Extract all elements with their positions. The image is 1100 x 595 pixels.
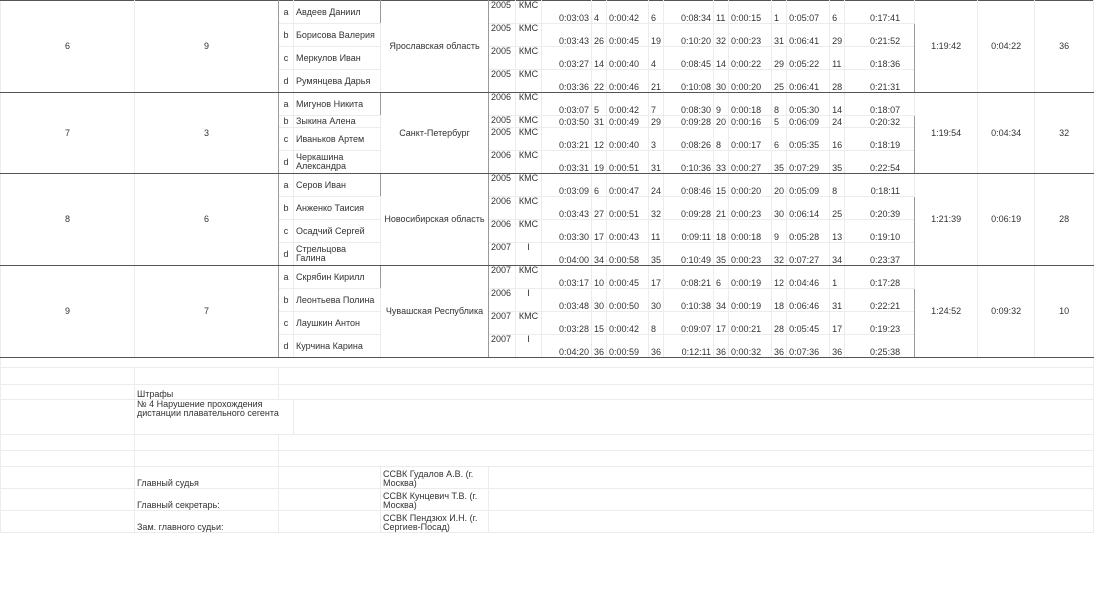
athlete-letter: a [279, 174, 294, 197]
swim-time: 0:03:27 [542, 47, 592, 70]
athlete-letter: a [279, 266, 294, 289]
run-place: 24 [830, 116, 845, 128]
t1-place: 11 [649, 220, 664, 243]
bike-place: 35 [714, 243, 729, 266]
bike-time: 0:08:30 [664, 93, 714, 116]
athlete-letter: c [279, 128, 294, 151]
athlete-total: 0:18:36 [845, 47, 915, 70]
swim-place: 36 [592, 335, 607, 358]
run-time: 0:04:46 [787, 266, 830, 289]
team-points: 32 [1035, 93, 1094, 174]
swim-place: 5 [592, 93, 607, 116]
athlete-name: Меркулов Иван [294, 47, 381, 70]
run-time: 0:06:41 [787, 24, 830, 47]
swim-time: 0:04:20 [542, 335, 592, 358]
athlete-rank: КМС [516, 47, 542, 70]
team-number: 9 [135, 1, 279, 93]
athlete-rank: КМС [516, 70, 542, 93]
run-place: 34 [830, 243, 845, 266]
run-time: 0:06:14 [787, 197, 830, 220]
t2-time: 0:00:32 [729, 335, 772, 358]
team-region: Санкт-Петербург [381, 93, 489, 174]
athlete-letter: b [279, 24, 294, 47]
athlete-rank: I [516, 243, 542, 266]
bike-time: 0:09:28 [664, 116, 714, 128]
t1-time: 0:00:42 [607, 93, 649, 116]
t1-time: 0:00:49 [607, 116, 649, 128]
t1-time: 0:00:58 [607, 243, 649, 266]
athlete-year: 2007 [489, 266, 516, 289]
t1-place: 31 [649, 151, 664, 174]
team-time-gap: 0:09:32 [978, 266, 1035, 358]
team-region: Ярославская область [381, 1, 489, 93]
t2-time: 0:00:19 [729, 266, 772, 289]
t1-time: 0:00:43 [607, 220, 649, 243]
athlete-year: 2005 [489, 70, 516, 93]
athlete-row [1, 93, 1094, 116]
athlete-total: 0:18:07 [845, 93, 915, 116]
bike-place: 15 [714, 174, 729, 197]
team-total-time: 1:19:54 [915, 93, 978, 174]
t2-place: 31 [772, 24, 787, 47]
athlete-rank: КМС [516, 197, 542, 220]
team-region: Чувашская Республика [381, 266, 489, 358]
team-points: 10 [1035, 266, 1094, 358]
team-total-time: 1:21:39 [915, 174, 978, 266]
t2-place: 29 [772, 47, 787, 70]
athlete-rank: КМС [516, 174, 542, 197]
athlete-rank: КМС [516, 93, 542, 116]
team-total-time: 1:24:52 [915, 266, 978, 358]
athlete-row [1, 266, 1094, 289]
athlete-total: 0:18:11 [845, 174, 915, 197]
t2-place: 18 [772, 289, 787, 312]
t2-time: 0:00:21 [729, 312, 772, 335]
team-number: 6 [135, 174, 279, 266]
team-points: 28 [1035, 174, 1094, 266]
athlete-total: 0:17:28 [845, 266, 915, 289]
bike-place: 11 [714, 1, 729, 24]
t2-place: 25 [772, 70, 787, 93]
official-name-chief-secretary: ССВК Кунцевич Т.В. (г. Москва) [381, 489, 489, 511]
swim-time: 0:03:30 [542, 220, 592, 243]
athlete-letter: c [279, 312, 294, 335]
official-role-chief-secretary: Главный секретарь: [135, 489, 279, 511]
t1-time: 0:00:40 [607, 128, 649, 151]
team-time-gap: 0:06:19 [978, 174, 1035, 266]
swim-place: 19 [592, 151, 607, 174]
t1-place: 8 [649, 312, 664, 335]
athlete-rank: КМС [516, 151, 542, 174]
bike-time: 0:08:46 [664, 174, 714, 197]
t1-time: 0:00:51 [607, 151, 649, 174]
t1-place: 7 [649, 93, 664, 116]
athlete-year: 2006 [489, 151, 516, 174]
athlete-name: Серов Иван [294, 174, 381, 197]
t2-time: 0:00:15 [729, 1, 772, 24]
run-time: 0:06:41 [787, 70, 830, 93]
athlete-name: Борисова Валерия [294, 24, 381, 47]
t1-time: 0:00:42 [607, 1, 649, 24]
t2-time: 0:00:23 [729, 197, 772, 220]
swim-time: 0:03:03 [542, 1, 592, 24]
t1-time: 0:00:42 [607, 312, 649, 335]
t1-time: 0:00:45 [607, 266, 649, 289]
athlete-name: Курчина Карина [294, 335, 381, 358]
t1-place: 17 [649, 266, 664, 289]
t2-time: 0:00:20 [729, 70, 772, 93]
athlete-year: 2006 [489, 197, 516, 220]
swim-place: 30 [592, 289, 607, 312]
bike-place: 9 [714, 93, 729, 116]
athlete-name: Черкашина Александра [294, 151, 381, 174]
athlete-total: 0:22:21 [845, 289, 915, 312]
t2-place: 32 [772, 243, 787, 266]
run-place: 16 [830, 128, 845, 151]
official-role-chief-judge: Главный судья [135, 467, 279, 489]
athlete-letter: b [279, 116, 294, 128]
bike-place: 30 [714, 70, 729, 93]
swim-place: 22 [592, 70, 607, 93]
athlete-name: Стрельцова Галина [294, 243, 381, 266]
swim-place: 26 [592, 24, 607, 47]
swim-place: 10 [592, 266, 607, 289]
athlete-year: 2005 [489, 116, 516, 128]
t2-place: 35 [772, 151, 787, 174]
run-time: 0:07:36 [787, 335, 830, 358]
swim-time: 0:03:43 [542, 24, 592, 47]
athlete-letter: c [279, 220, 294, 243]
swim-place: 15 [592, 312, 607, 335]
swim-time: 0:03:48 [542, 289, 592, 312]
athlete-total: 0:20:32 [845, 116, 915, 128]
t1-place: 4 [649, 47, 664, 70]
t1-time: 0:00:40 [607, 47, 649, 70]
athlete-year: 2005 [489, 128, 516, 151]
athlete-total: 0:20:39 [845, 197, 915, 220]
official-name-chief-judge: ССВК Гудалов А.В. (г. Москва) [381, 467, 489, 489]
swim-time: 0:03:36 [542, 70, 592, 93]
t1-place: 24 [649, 174, 664, 197]
athlete-name: Румянцева Дарья [294, 70, 381, 93]
bike-time: 0:12:11 [664, 335, 714, 358]
t1-place: 30 [649, 289, 664, 312]
t1-time: 0:00:51 [607, 197, 649, 220]
athlete-year: 2007 [489, 243, 516, 266]
athlete-rank: КМС [516, 266, 542, 289]
bike-time: 0:08:45 [664, 47, 714, 70]
team-total-time: 1:19:42 [915, 1, 978, 93]
athlete-rank: КМС [516, 220, 542, 243]
swim-time: 0:03:07 [542, 93, 592, 116]
swim-place: 4 [592, 1, 607, 24]
athlete-total: 0:23:37 [845, 243, 915, 266]
athlete-year: 2007 [489, 312, 516, 335]
athlete-letter: c [279, 47, 294, 70]
athlete-letter: a [279, 1, 294, 24]
t1-time: 0:00:45 [607, 24, 649, 47]
athlete-name: Анженко Таисия [294, 197, 381, 220]
bike-place: 34 [714, 289, 729, 312]
t2-place: 36 [772, 335, 787, 358]
t1-place: 29 [649, 116, 664, 128]
t2-place: 6 [772, 128, 787, 151]
run-place: 25 [830, 197, 845, 220]
run-time: 0:06:46 [787, 289, 830, 312]
t1-place: 6 [649, 1, 664, 24]
bike-place: 36 [714, 335, 729, 358]
swim-time: 0:03:43 [542, 197, 592, 220]
run-place: 1 [830, 266, 845, 289]
team-time-gap: 0:04:34 [978, 93, 1035, 174]
swim-place: 6 [592, 174, 607, 197]
bike-time: 0:10:20 [664, 24, 714, 47]
bike-time: 0:10:49 [664, 243, 714, 266]
athlete-name: Авдеев Даниил [294, 1, 381, 24]
t1-place: 3 [649, 128, 664, 151]
athlete-letter: d [279, 243, 294, 266]
swim-place: 27 [592, 197, 607, 220]
swim-place: 17 [592, 220, 607, 243]
run-place: 13 [830, 220, 845, 243]
athlete-total: 0:21:31 [845, 70, 915, 93]
athlete-total: 0:19:23 [845, 312, 915, 335]
t2-place: 30 [772, 197, 787, 220]
run-place: 14 [830, 93, 845, 116]
athlete-year: 2006 [489, 289, 516, 312]
team-points: 36 [1035, 1, 1094, 93]
run-place: 8 [830, 174, 845, 197]
athlete-name: Мигунов Никита [294, 93, 381, 116]
t2-time: 0:00:20 [729, 174, 772, 197]
t2-time: 0:00:16 [729, 116, 772, 128]
bike-place: 18 [714, 220, 729, 243]
team-time-gap: 0:04:22 [978, 1, 1035, 93]
run-time: 0:05:35 [787, 128, 830, 151]
athlete-total: 0:22:54 [845, 151, 915, 174]
bike-time: 0:09:07 [664, 312, 714, 335]
run-time: 0:05:07 [787, 1, 830, 24]
athlete-rank: I [516, 335, 542, 358]
bike-place: 17 [714, 312, 729, 335]
t2-place: 5 [772, 116, 787, 128]
swim-place: 34 [592, 243, 607, 266]
run-time: 0:05:09 [787, 174, 830, 197]
athlete-letter: d [279, 151, 294, 174]
swim-time: 0:03:31 [542, 151, 592, 174]
t2-place: 9 [772, 220, 787, 243]
t1-place: 36 [649, 335, 664, 358]
penalties-title: Штрафы [135, 385, 279, 400]
athlete-letter: b [279, 289, 294, 312]
run-time: 0:07:29 [787, 151, 830, 174]
run-place: 36 [830, 335, 845, 358]
run-time: 0:07:27 [787, 243, 830, 266]
team-number: 3 [135, 93, 279, 174]
team-region: Новосибирская область [381, 174, 489, 266]
t2-place: 20 [772, 174, 787, 197]
bike-place: 21 [714, 197, 729, 220]
run-place: 28 [830, 70, 845, 93]
bike-time: 0:08:26 [664, 128, 714, 151]
t1-place: 35 [649, 243, 664, 266]
athlete-total: 0:18:19 [845, 128, 915, 151]
t2-time: 0:00:17 [729, 128, 772, 151]
penalty-note: № 4 Нарушение прохождения дистанции плавательного сегента [135, 400, 294, 435]
team-place: 7 [1, 93, 135, 174]
run-place: 35 [830, 151, 845, 174]
t2-time: 0:00:23 [729, 243, 772, 266]
official-name-deputy-judge: ССВК Пендзюх И.Н. (г. Сергиев-Посад) [381, 511, 489, 533]
t2-time: 0:00:18 [729, 93, 772, 116]
bike-time: 0:10:08 [664, 70, 714, 93]
swim-time: 0:04:00 [542, 243, 592, 266]
bike-place: 20 [714, 116, 729, 128]
bike-time: 0:10:38 [664, 289, 714, 312]
athlete-year: 2005 [489, 1, 516, 24]
t2-place: 12 [772, 266, 787, 289]
athlete-name: Лаушкин Антон [294, 312, 381, 335]
run-place: 11 [830, 47, 845, 70]
athlete-rank: КМС [516, 24, 542, 47]
t2-time: 0:00:27 [729, 151, 772, 174]
athlete-rank: I [516, 289, 542, 312]
t2-time: 0:00:18 [729, 220, 772, 243]
athlete-row [1, 174, 1094, 197]
run-place: 17 [830, 312, 845, 335]
athlete-name: Скрябин Кирилл [294, 266, 381, 289]
swim-time: 0:03:21 [542, 128, 592, 151]
t1-time: 0:00:50 [607, 289, 649, 312]
bike-time: 0:09:28 [664, 197, 714, 220]
t2-place: 8 [772, 93, 787, 116]
athlete-total: 0:21:52 [845, 24, 915, 47]
swim-place: 12 [592, 128, 607, 151]
athlete-letter: a [279, 93, 294, 116]
official-role-deputy-judge: Зам. главного судьи: [135, 511, 279, 533]
bike-time: 0:09:11 [664, 220, 714, 243]
athlete-year: 2007 [489, 335, 516, 358]
team-place: 9 [1, 266, 135, 358]
bike-place: 14 [714, 47, 729, 70]
athlete-rank: КМС [516, 116, 542, 128]
athlete-letter: b [279, 197, 294, 220]
swim-place: 31 [592, 116, 607, 128]
run-time: 0:05:22 [787, 47, 830, 70]
t2-time: 0:00:23 [729, 24, 772, 47]
athlete-letter: d [279, 70, 294, 93]
athlete-letter: d [279, 335, 294, 358]
athlete-name: Осадчий Сергей [294, 220, 381, 243]
athlete-name: Иваньков Артем [294, 128, 381, 151]
athlete-year: 2006 [489, 220, 516, 243]
swim-time: 0:03:09 [542, 174, 592, 197]
t2-place: 1 [772, 1, 787, 24]
protocol-footer [1, 358, 1094, 533]
athlete-name: Зыкина Алена [294, 116, 381, 128]
run-place: 6 [830, 1, 845, 24]
run-time: 0:05:28 [787, 220, 830, 243]
t2-time: 0:00:22 [729, 47, 772, 70]
run-place: 29 [830, 24, 845, 47]
athlete-total: 0:19:10 [845, 220, 915, 243]
t2-place: 28 [772, 312, 787, 335]
run-time: 0:06:09 [787, 116, 830, 128]
athlete-rank: КМС [516, 128, 542, 151]
run-place: 31 [830, 289, 845, 312]
bike-time: 0:08:21 [664, 266, 714, 289]
bike-place: 33 [714, 151, 729, 174]
athlete-total: 0:25:38 [845, 335, 915, 358]
t2-time: 0:00:19 [729, 289, 772, 312]
bike-place: 6 [714, 266, 729, 289]
run-time: 0:05:45 [787, 312, 830, 335]
bike-time: 0:08:34 [664, 1, 714, 24]
athlete-row [1, 1, 1094, 24]
swim-time: 0:03:17 [542, 266, 592, 289]
athlete-year: 2005 [489, 174, 516, 197]
swim-place: 14 [592, 47, 607, 70]
swim-time: 0:03:50 [542, 116, 592, 128]
swim-time: 0:03:28 [542, 312, 592, 335]
bike-time: 0:10:36 [664, 151, 714, 174]
athlete-total: 0:17:41 [845, 1, 915, 24]
t1-time: 0:00:59 [607, 335, 649, 358]
athlete-year: 2006 [489, 93, 516, 116]
t1-place: 32 [649, 197, 664, 220]
t1-time: 0:00:47 [607, 174, 649, 197]
t1-place: 19 [649, 24, 664, 47]
team-place: 6 [1, 1, 135, 93]
team-place: 8 [1, 174, 135, 266]
t1-place: 21 [649, 70, 664, 93]
bike-place: 8 [714, 128, 729, 151]
athlete-name: Леонтьева Полина [294, 289, 381, 312]
athlete-year: 2005 [489, 24, 516, 47]
t1-time: 0:00:46 [607, 70, 649, 93]
bike-place: 32 [714, 24, 729, 47]
run-time: 0:05:30 [787, 93, 830, 116]
athlete-rank: КМС [516, 312, 542, 335]
athlete-year: 2005 [489, 47, 516, 70]
athlete-rank: КМС [516, 1, 542, 24]
team-number: 7 [135, 266, 279, 358]
